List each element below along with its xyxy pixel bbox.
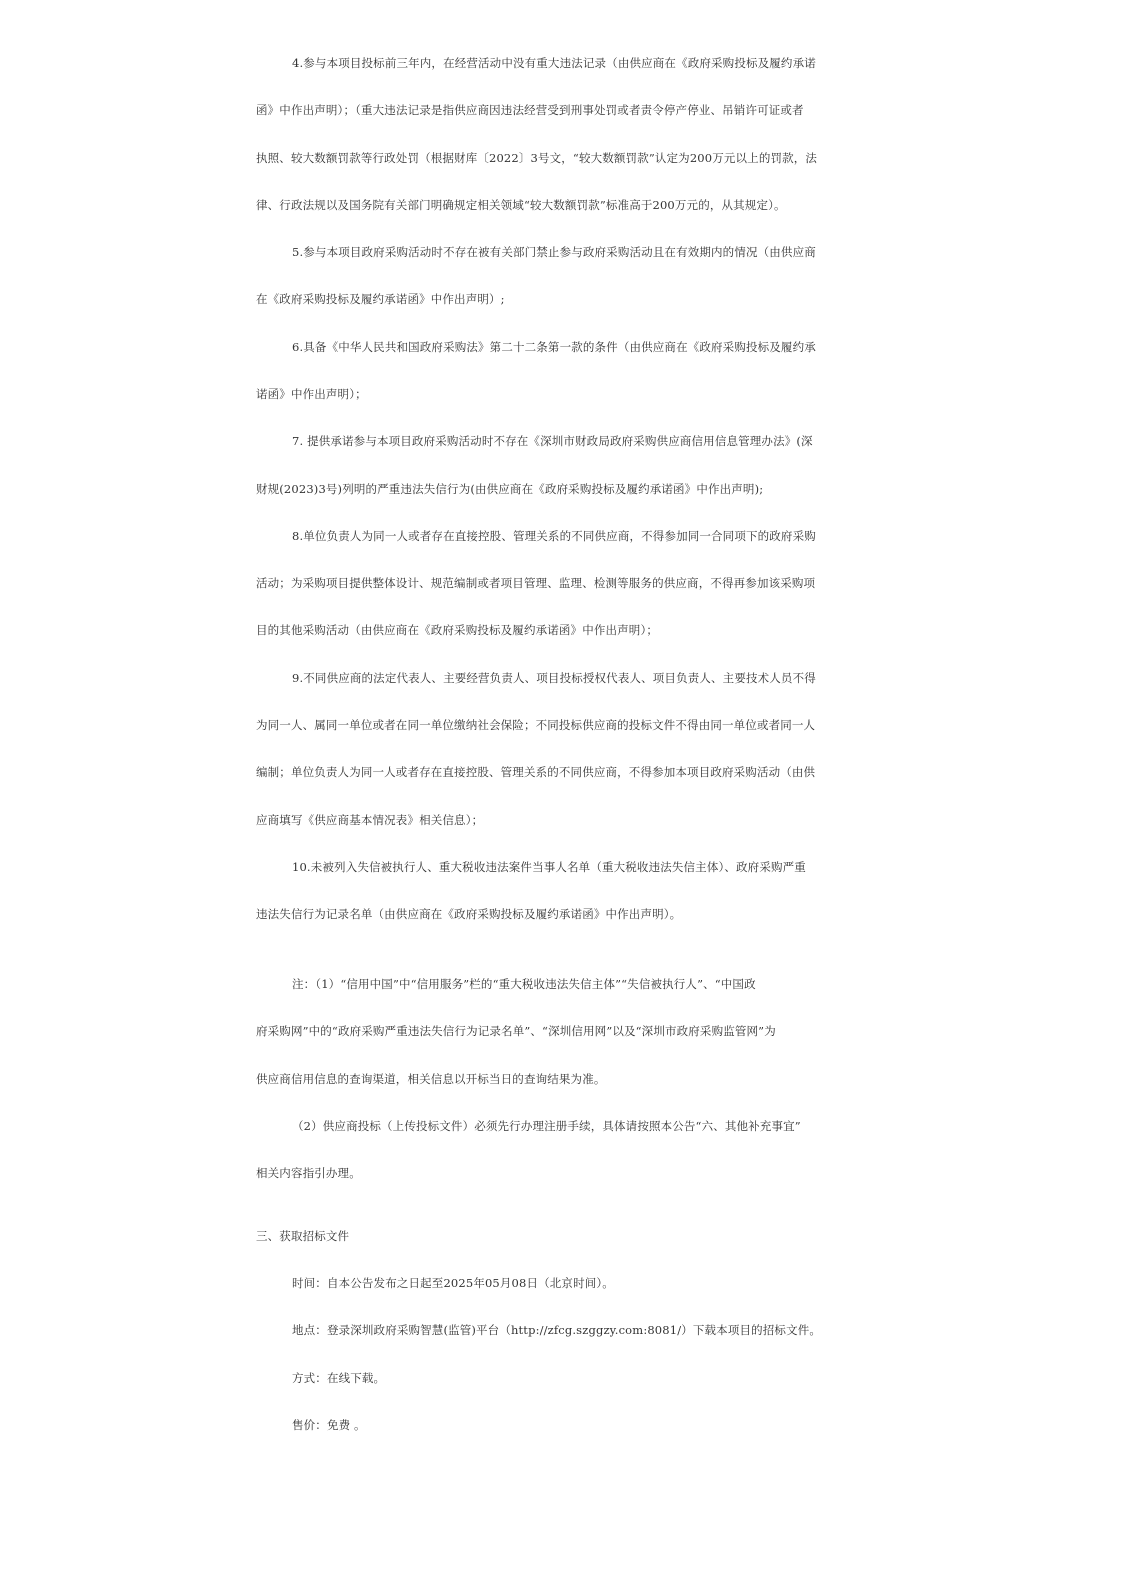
item-5-line-2: 在《政府采购投标及履约承诺函》中作出声明）;: [256, 292, 505, 306]
item-7-line-1: 7. 提供承诺参与本项目政府采购活动时不存在《深圳市财政局政府采购供应商信用信息管理办法》(深: [292, 434, 813, 448]
info-method: 方式：在线下载。: [292, 1371, 386, 1385]
item-9-line-1: 9.不同供应商的法定代表人、主要经营负责人、项目投标授权代表人、项目负责人、主要技术人员不得: [292, 671, 816, 685]
item-8-line-2: 活动；为采购项目提供整体设计、规范编制或者项目管理、监理、检测等服务的供应商，不得再参加该采购项: [256, 576, 816, 590]
info-location: 地点：登录深圳政府采购智慧(监管)平台（http://zfcg.szggzy.com:8081/）下载本项目的招标文件。: [292, 1323, 822, 1337]
info-price: 售价：免费 。: [292, 1418, 366, 1432]
item-7-line-2: 财规(2023)3号)列明的严重违法失信行为(由供应商在《政府采购投标及履约承诺函》中作出声明);: [256, 482, 764, 496]
item-9-line-3: 编制；单位负责人为同一人或者存在直接控股、管理关系的不同供应商，不得参加本项目政府采购活动（由供: [256, 765, 816, 779]
info-time: 时间：自本公告发布之日起至2025年05月08日（北京时间）。: [292, 1276, 614, 1290]
item-5-line-1: 5.参与本项目政府采购活动时不存在被有关部门禁止参与政府采购活动且在有效期内的情况（由供应商: [292, 245, 816, 259]
item-4-line-4: 律、行政法规以及国务院有关部门明确规定相关领域“较大数额罚款”标准高于200万元的，从其规定）。: [256, 198, 786, 212]
note-1-line-1: 注：（1）“信用中国”中“信用服务”栏的“重大税收违法失信主体”“失信被执行人”、“中国政: [292, 977, 756, 991]
note-1-line-2: 府采购网”中的“政府采购严重违法失信行为记录名单”、“深圳信用网”以及“深圳市政府采购监管网”为: [256, 1024, 776, 1038]
item-8-line-3: 目的其他采购活动（由供应商在《政府采购投标及履约承诺函》中作出声明）；: [256, 623, 658, 637]
item-6-line-1: 6.具备《中华人民共和国政府采购法》第二十二条第一款的条件（由供应商在《政府采购投标及履约承: [292, 340, 816, 354]
item-4-line-3: 执照、较大数额罚款等行政处罚（根据财库〔2022〕3号文，“较大数额罚款”认定为200万元以上的罚款，法: [256, 151, 818, 165]
item-9-line-4: 应商填写《供应商基本情况表》相关信息）；: [256, 813, 484, 827]
item-10-line-2: 违法失信行为记录名单（由供应商在《政府采购投标及履约承诺函》中作出声明）。: [256, 907, 682, 921]
note-2-line-1: （2）供应商投标（上传投标文件）必须先行办理注册手续，具体请按照本公告“六、其他补充事宜”: [292, 1119, 801, 1133]
item-4-line-2: 函》中作出声明）；（重大违法记录是指供应商因违法经营受到刑事处罚或者责令停产停业、吊销许可证或者: [256, 103, 804, 117]
item-6-line-2: 诺函》中作出声明）；: [256, 387, 367, 401]
note-2-line-2: 相关内容指引办理。: [256, 1166, 361, 1180]
item-10-line-1: 10.未被列入失信被执行人、重大税收违法案件当事人名单（重大税收违法失信主体）、政府采购严重: [292, 860, 806, 874]
section-heading: 三、获取招标文件: [256, 1229, 350, 1243]
item-9-line-2: 为同一人、属同一单位或者在同一单位缴纳社会保险；不同投标供应商的投标文件不得由同一单位或者同一人: [256, 718, 816, 732]
item-4-line-1: 4.参与本项目投标前三年内，在经营活动中没有重大违法记录（由供应商在《政府采购投标及履约承诺: [292, 56, 816, 70]
item-8-line-1: 8.单位负责人为同一人或者存在直接控股、管理关系的不同供应商，不得参加同一合同项下的政府采购: [292, 529, 816, 543]
note-1-line-3: 供应商信用信息的查询渠道，相关信息以开标当日的查询结果为准。: [256, 1072, 606, 1086]
